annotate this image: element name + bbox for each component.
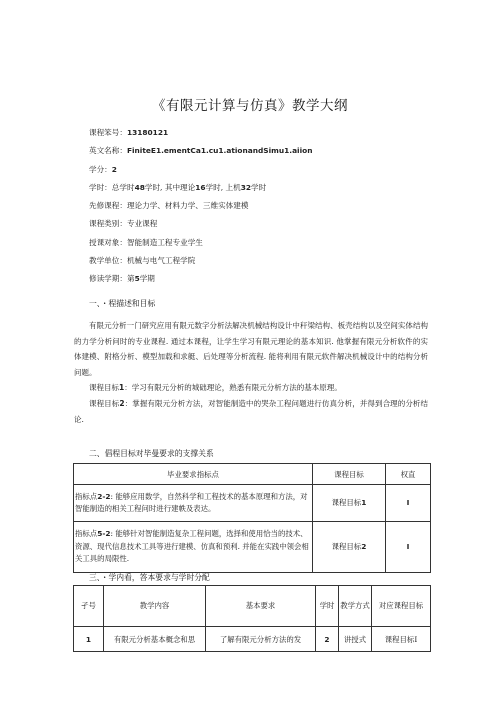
label: 学分： [89,164,112,174]
table-header: 毕业要求指标点 [74,464,313,485]
table-cell: 有限元分析基本概念和思 [104,627,206,652]
table-cell [74,522,313,573]
category-row [89,215,312,233]
goal-1-paragraph [74,380,428,396]
table-header: 学时 [316,586,339,627]
label: 先修课程： [89,201,127,211]
section-3-heading: 三、・学内看，答本要求与学时分配 [89,573,210,582]
table-cell: 讲授式 [339,627,372,652]
value: 32 [240,182,252,192]
number: 5-2 [97,529,111,539]
table-row [74,627,431,652]
value: 专业课程 [126,219,158,229]
text: : 能够应用数学，自然科学和工程技术的基本原理和方法，对智能制造的相关工程问时进行建帙及表达。 [75,491,308,513]
prerequisites-row [89,197,312,215]
table-header: 基本要求 [206,586,316,627]
value: 智能制造工程专业学生 [126,237,203,247]
support-table [73,463,431,573]
table-cell: 课程目标I [372,627,431,652]
table-header: 权直 [386,464,431,485]
table-header: 课程目标 [313,464,386,485]
value: 理论力学、材料力学、三维实体建模 [126,201,249,211]
table-cell: I [386,485,431,522]
label: 授课对象： [89,237,127,247]
credits-row [89,161,312,179]
value: 5 [134,274,140,284]
section-1-heading: 一、・程描述和目标 [89,299,156,308]
table-header: 孑号 [74,586,104,627]
text: 学时, 其中理论 [144,182,196,192]
label: 英文名称： [89,146,127,156]
number: 1 [119,383,125,393]
table-header: 教学内容 [104,586,206,627]
text: ：掌握有限元分析方法，对智能制造中的哭杂工程问题进行仿真分析，并得到合理的分析结论. [74,398,428,424]
table-cell: 2 [316,627,339,652]
english-name-row [89,142,312,160]
value: 2 [111,164,117,174]
table-header-row [74,586,431,627]
section-1-body [74,318,428,427]
label: 课程笨号： [89,128,127,137]
table-cell: I [386,522,431,573]
value: FiniteE1.ementCa1.cu1.ationandSimu1.aiion [126,146,313,156]
text: 课程目标 [89,383,119,393]
label: 课程类别： [89,219,127,229]
text: 课程目标 [331,497,362,507]
hours-row [89,179,312,197]
semester-row [89,270,312,288]
section-2-heading: 二、倡程目标对毕曼要求的支撑关系 [89,449,214,458]
text: 指标点 [75,491,98,501]
department-row [89,252,312,270]
document-title: 《有限元计算与仿真》教学大纲 [152,98,348,114]
table-header: 教学方式 [339,586,372,627]
value: 48 [134,182,145,192]
course-info [89,124,312,289]
table-row [74,522,431,573]
audience-row [89,234,312,252]
table-cell [313,485,386,522]
text: 课程目标 [89,398,120,408]
table-header: 对应课程目标 [372,586,431,627]
text: 学时, 上机 [205,182,241,192]
label: 学时：总学时 [89,182,135,192]
table-cell: 1 [74,627,104,652]
goal-2-paragraph [74,396,428,427]
number: 1 [361,497,367,507]
text: 学期 [139,274,155,284]
table-row [74,485,431,522]
label: 教学单位： [89,256,127,266]
label: 修读学期：第 [89,274,135,284]
number: 2-2 [97,491,111,501]
value: 16 [195,182,206,192]
table-cell [313,522,386,573]
number: 2 [361,541,367,551]
course-code-row [89,124,312,142]
text: 课程目标 [331,541,362,551]
text: 学时 [251,182,267,192]
table-cell [74,485,313,522]
text: 指标点 [75,529,98,539]
content-table [73,585,431,652]
number: 2 [119,398,125,408]
value: 13180121 [126,128,169,137]
table-cell: 了解有限元分析方法的发 [206,627,316,652]
table-header-row [74,464,431,485]
description-paragraph: 有限元分析一门研究应用有限元数字分析法解决机械结构设计中秆梁结构、板壳结构以及空间实体结构的力学分析问时的专业课程. 通过本课程，让学生学习有限元理论的基本知识. 他掌握有限元分析软件的实体建模、附格分析、模型加载和求艇、后处理等分析流程. 能将利用有限元软件解决机械设计中的结构分析问题。 [74,321,428,377]
value: 机械与电气工程学院 [126,256,196,266]
text: : 能够针对智能制造复杂工程问题，选择和使用恰当的技术、资源、现代信息技术工具等进行建模、仿真和预利. 并能在实践中领会相关工具的局限性. [75,529,309,564]
text: ：学习有限元分析的城础理论，熟悉有限元分析方法的基本原理。 [124,383,342,393]
